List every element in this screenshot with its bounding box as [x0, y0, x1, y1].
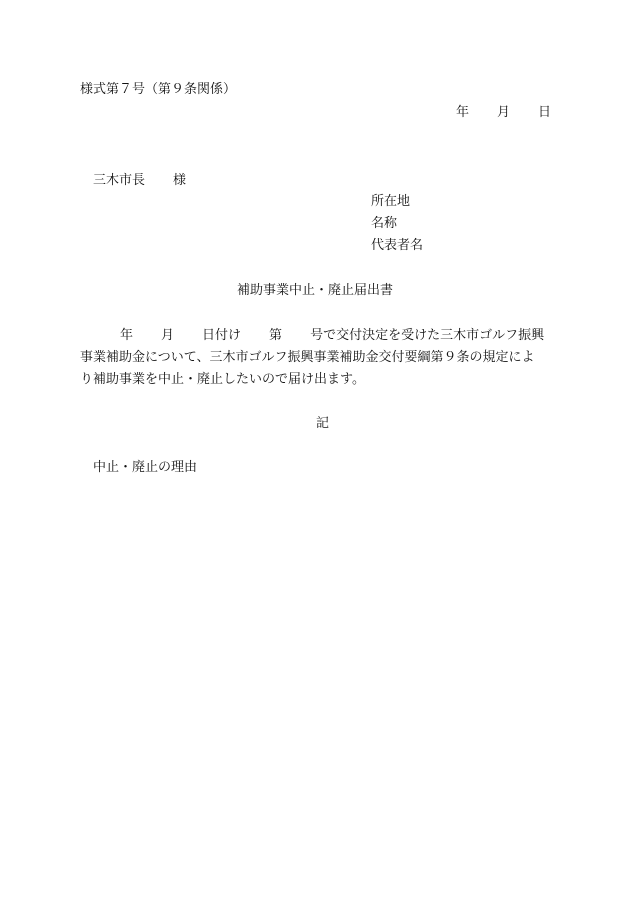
- addressee-name: 三木市長: [93, 173, 146, 188]
- date-line: [456, 105, 551, 121]
- body-line-2: 事業補助金について、三木市ゴルフ振興事業補助金交付要綱第９条の規定によ: [80, 350, 535, 365]
- addressee-honorific: 様: [173, 173, 187, 188]
- body-line1-rest: 号で交付決定を受けた三木市ゴルフ振興: [310, 328, 545, 343]
- reason-label: 中止・廃止の理由: [93, 460, 198, 475]
- addressee: [93, 173, 186, 189]
- body-day: 日付け: [202, 328, 242, 343]
- applicant-address-label: 所在地: [371, 194, 411, 209]
- body-month: 月: [161, 328, 175, 343]
- date-year-label: 年: [455, 105, 469, 120]
- applicant-representative-label: 代表者名: [371, 238, 424, 253]
- date-month-label: 月: [496, 105, 510, 120]
- body-line-1: [80, 325, 550, 347]
- document-title: 補助事業中止・廃止届出書: [236, 283, 393, 298]
- ki-heading: 記: [315, 416, 329, 431]
- date-day-label: 日: [537, 105, 551, 120]
- body-year: 年: [120, 328, 134, 343]
- applicant-name-label: 名称: [371, 216, 398, 231]
- form-number: 様式第７号（第９条関係）: [80, 82, 237, 97]
- body-dai: 第: [269, 328, 283, 343]
- body-line-3: り補助事業を中止・廃止したいので届け出ます。: [80, 372, 365, 387]
- body-paragraph: [80, 325, 550, 391]
